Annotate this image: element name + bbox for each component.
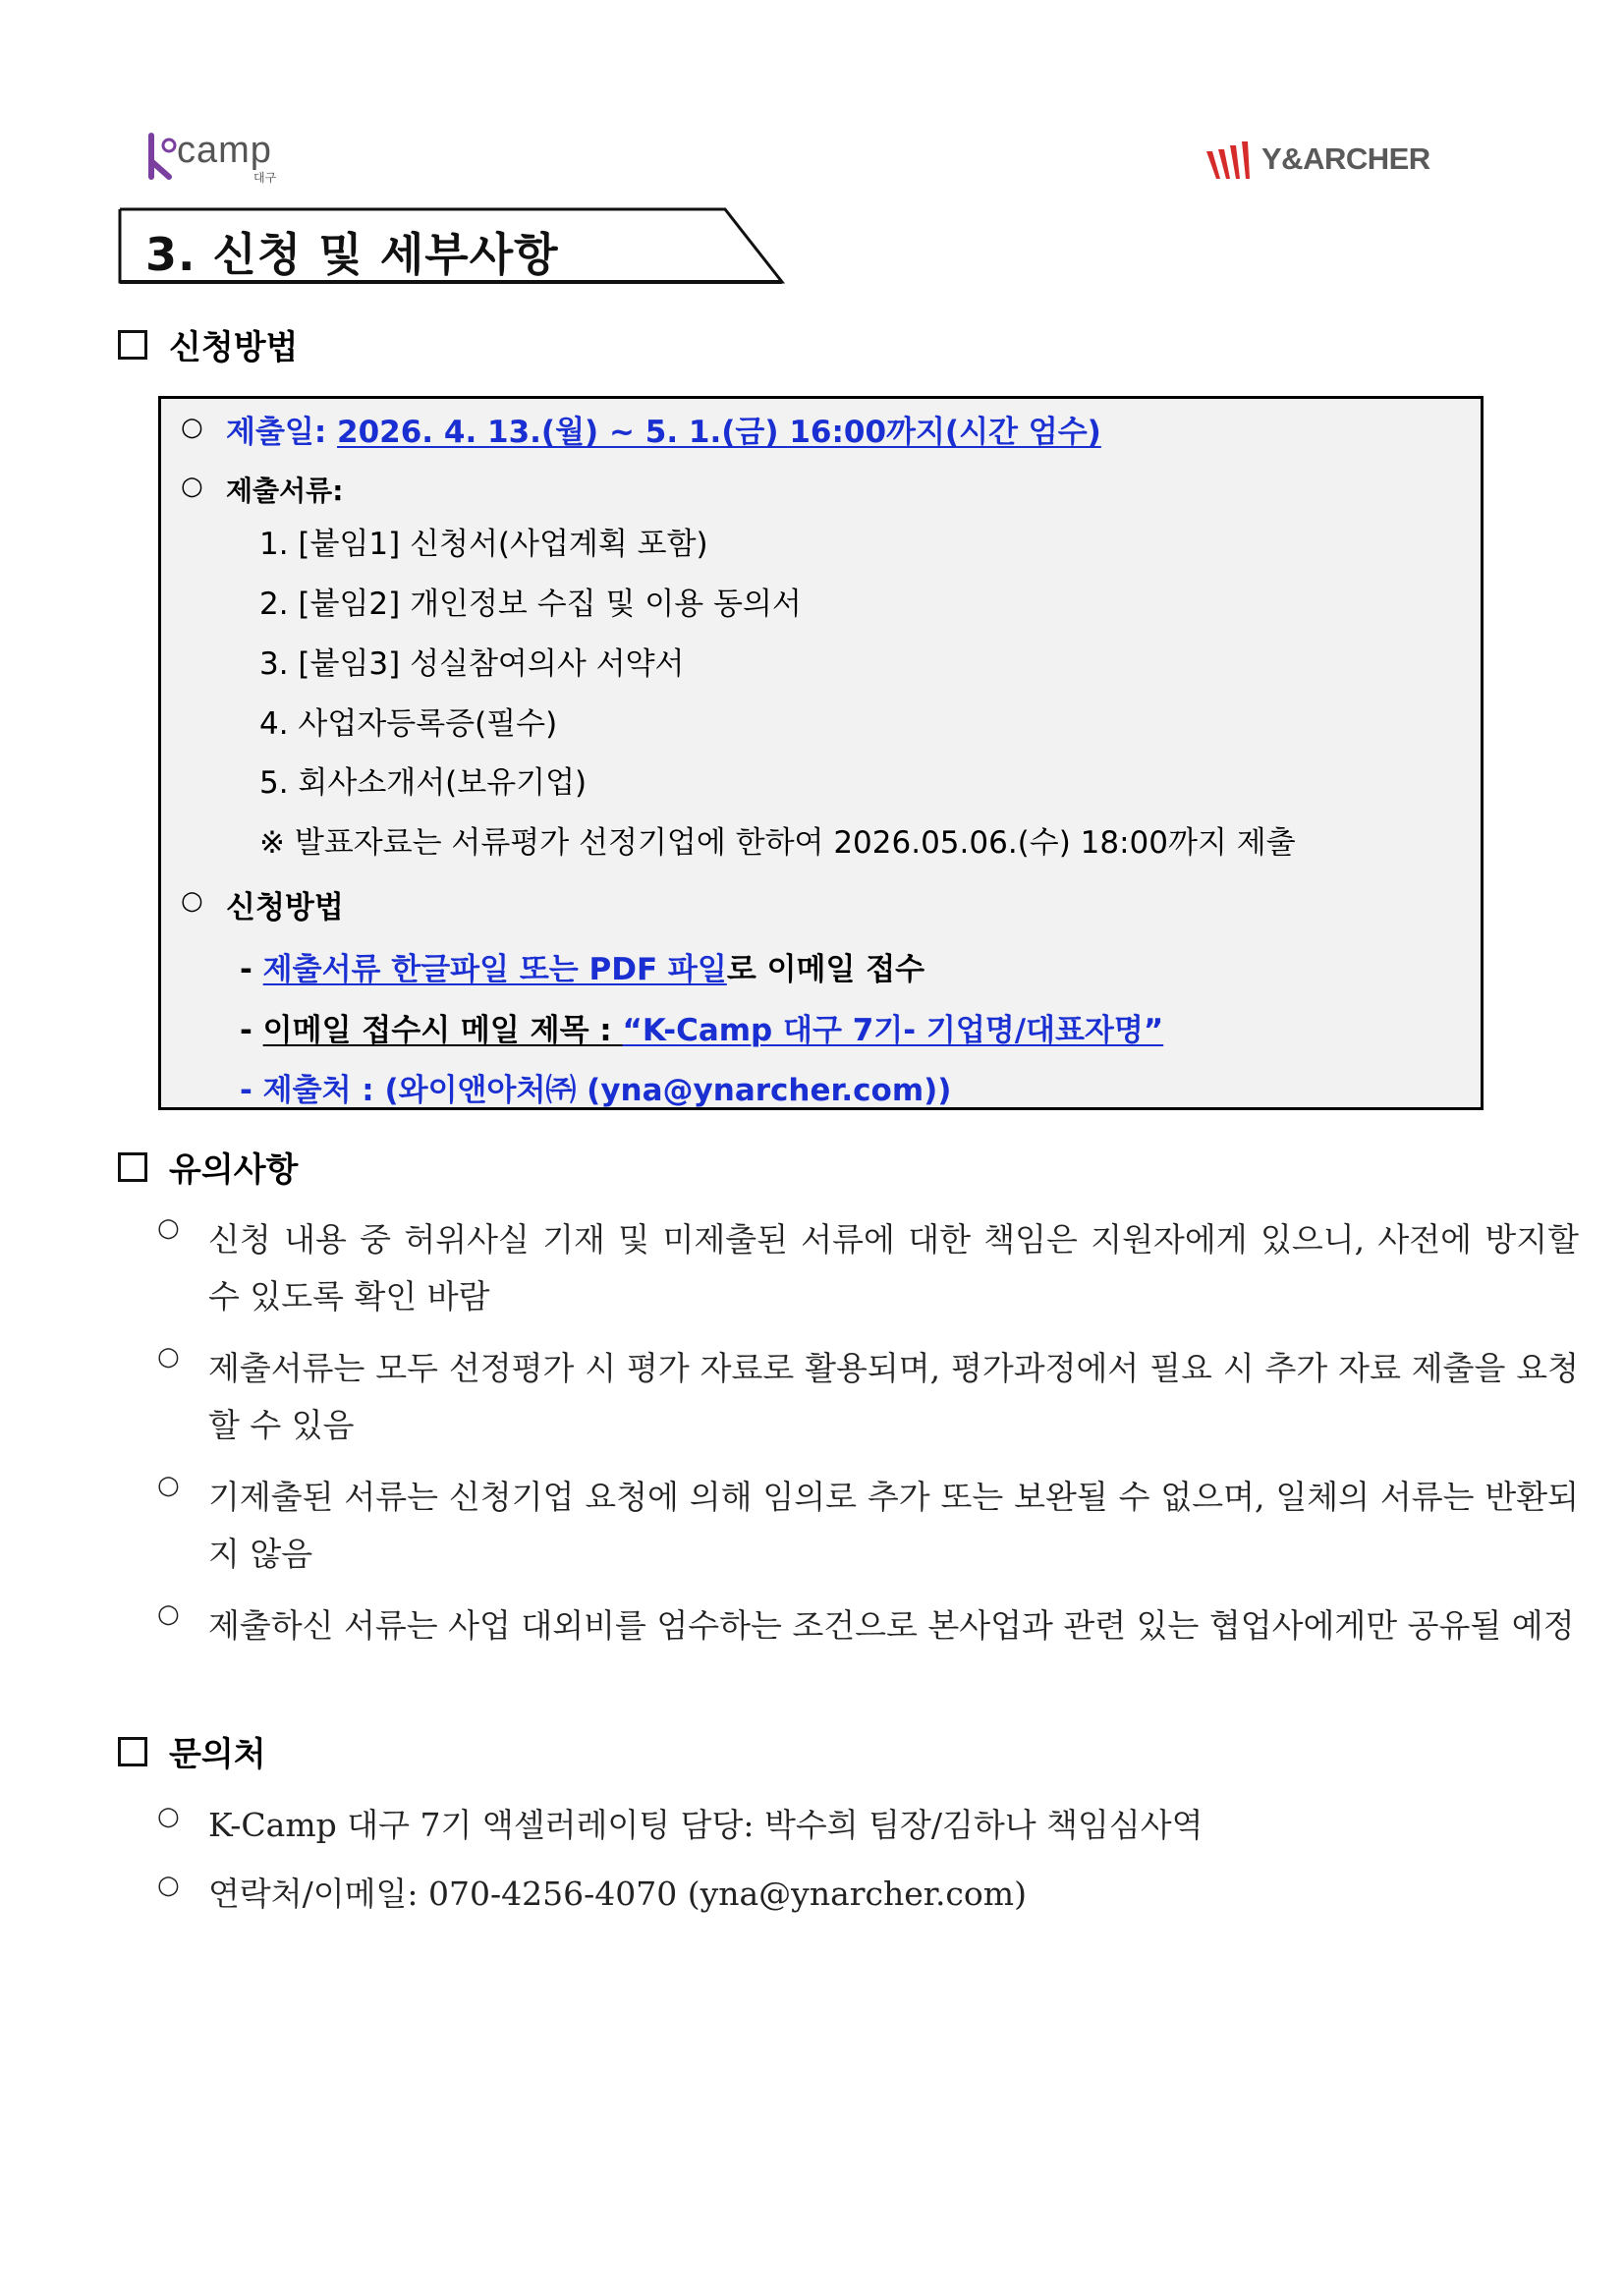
method-label: 신청방법 (226, 890, 344, 925)
method-line-2 (240, 1005, 1163, 1049)
method-line-1 (240, 944, 924, 988)
doc-item-2: 2. [붙임2] 개인정보 수집 및 이용 동의서 (259, 587, 802, 622)
method-1-link: 제출서류 한글파일 또는 PDF 파일 (262, 952, 727, 987)
deadline-line (226, 407, 1101, 451)
square-bullet-icon (118, 330, 147, 360)
square-bullet-icon (118, 1737, 147, 1766)
note-text: 제출서류는 모두 선정평가 시 평가 자료로 활용되며, 평가과정에서 필요 시 추가 자료 제출을 요청할 수 있음 (208, 1349, 1579, 1444)
note-text: 제출하신 서류는 사업 대외비를 엄수하는 조건으로 본사업과 관련 있는 협업사에게만 공유될 예정 (208, 1606, 1575, 1645)
kcamp-logo (147, 130, 285, 185)
ynarcher-arrow-icon (1204, 140, 1260, 183)
method-1-rest: 로 이메일 접수 (726, 952, 925, 987)
kcamp-logo-text: camp (177, 130, 272, 171)
doc-item-1: 1. [붙임1] 신청서(사업계획 포함) (259, 527, 708, 562)
kcamp-logo-sub: 대구 (253, 171, 277, 185)
contact-heading-text: 문의처 (169, 1735, 266, 1774)
circle-bullet-icon: ○ (181, 413, 203, 442)
contact-heading (118, 1727, 266, 1775)
method-2-label: 이메일 접수시 메일 제목 : (262, 1013, 623, 1048)
doc-item-5: 5. 회사소개서(보유기업) (259, 765, 588, 801)
application-heading (118, 320, 298, 368)
application-heading-text: 신청방법 (169, 328, 299, 367)
doc-item-3: 3. [붙임3] 성실참여의사 서약서 (259, 646, 685, 682)
section-title-box (118, 207, 786, 286)
doc-item-4: 4. 사업자등록증(필수) (259, 706, 558, 742)
notes-heading (118, 1143, 298, 1191)
method-line-3 (240, 1065, 951, 1109)
circle-bullet-icon: ○ (157, 1342, 180, 1372)
dash: - (240, 952, 252, 987)
dash: - (240, 1013, 252, 1048)
deadline-label: 제출일: (226, 415, 338, 450)
application-info-box (158, 396, 1484, 1110)
contact-text: 연락처/이메일: 070-4256-4070 (yna@ynarcher.com) (208, 1875, 1027, 1913)
note-text: 신청 내용 중 허위사실 기재 및 미제출된 서류에 대한 책임은 지원자에게 있으니, 사전에 방지할 수 있도록 확인 바람 (208, 1220, 1579, 1316)
circle-bullet-icon: ○ (181, 886, 203, 916)
circle-bullet-icon: ○ (181, 472, 203, 501)
contact-text: K-Camp 대구 7기 액셀러레이팅 담당: 박수희 팀장/김하나 책임심사역 (208, 1806, 1204, 1844)
method-3-text: 제출처 : (와이앤아처㈜ (yna@ynarcher.com)) (262, 1073, 952, 1108)
docs-note: ※ 발표자료는 서류평가 선정기업에 한하여 2026.05.06.(수) 18:00까지 제출 (259, 825, 1296, 861)
docs-label: 제출서류: (226, 475, 344, 507)
note-text: 기제출된 서류는 신청기업 요청에 의해 임의로 추가 또는 보완될 수 없으며, 일체의 서류는 반환되지 않음 (208, 1478, 1579, 1573)
circle-bullet-icon: ○ (157, 1471, 180, 1500)
deadline-value: 2026. 4. 13.(월) ~ 5. 1.(금) 16:00까지(시간 엄수) (337, 415, 1101, 450)
kcamp-k-icon (147, 132, 177, 181)
circle-bullet-icon: ○ (157, 1871, 180, 1900)
circle-bullet-icon: ○ (157, 1213, 180, 1243)
ynarcher-logo-text: Y&ARCHER (1261, 141, 1430, 176)
section-title: 3. 신청 및 세부사항 (145, 228, 559, 281)
method-2-value: “K-Camp 대구 7기- 기업명/대표자명” (622, 1013, 1164, 1048)
ynarcher-logo (1204, 140, 1430, 183)
square-bullet-icon (118, 1152, 147, 1182)
dash: - (240, 1073, 252, 1108)
notes-heading-text: 유의사항 (169, 1150, 299, 1190)
circle-bullet-icon: ○ (157, 1599, 180, 1629)
circle-bullet-icon: ○ (157, 1802, 180, 1831)
